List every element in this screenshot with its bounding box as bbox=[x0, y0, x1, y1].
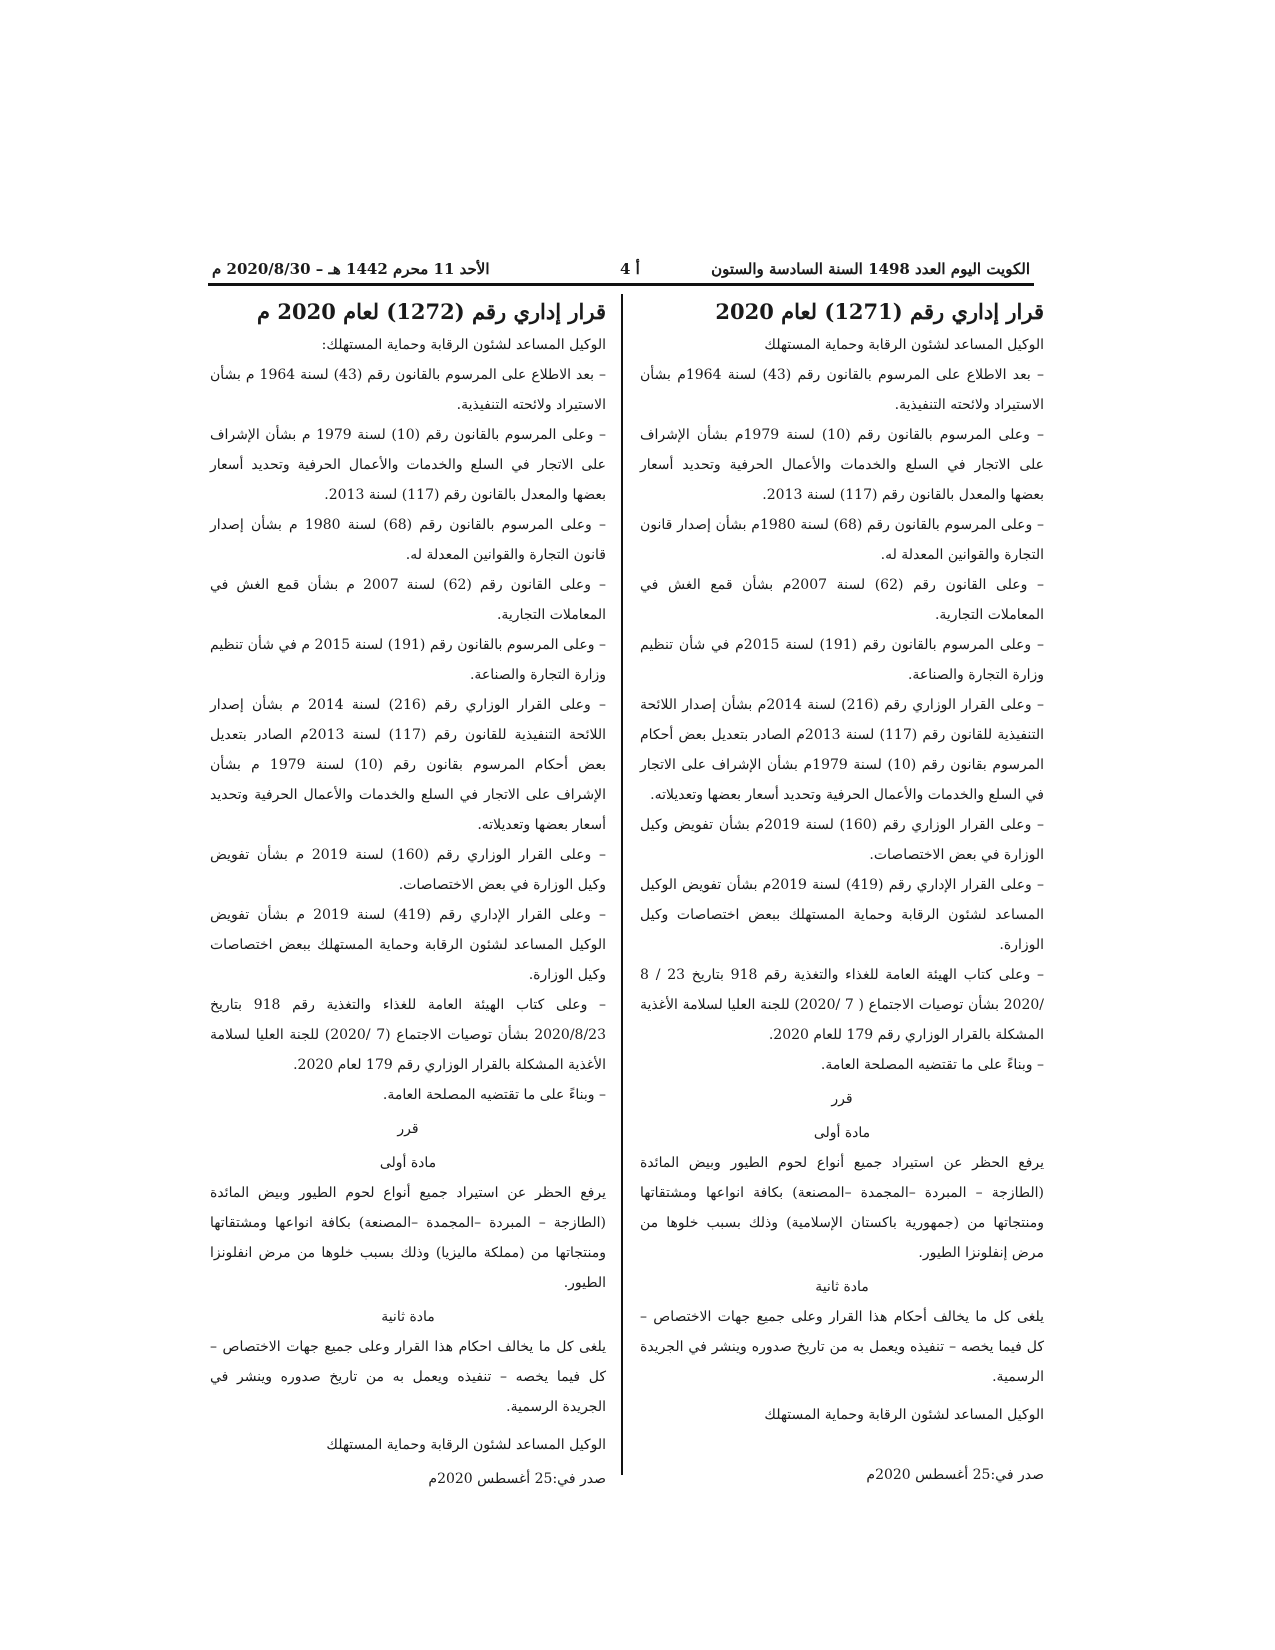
recital: – وعلى القانون رقم (62) لسنة 2007 م بشأن قمع الغش في المعاملات التجارية. bbox=[210, 577, 606, 623]
article-1-text: يرفع الحظر عن استيراد جميع أنواع لحوم الطيور وبيض المائدة (الطازجة – المبردة –المجمدة –المصنعة) بكافة انواعها ومشتقاتها ومنتجاتها من (جمهورية باكستان الإسلامية) وذلك بسبب خلوها من مرض إنفلونزا الطيور. bbox=[640, 1155, 1044, 1261]
page-header bbox=[208, 258, 1034, 284]
decided-heading: قرر bbox=[831, 1091, 853, 1107]
decision-1271 bbox=[640, 296, 1044, 1490]
recital: – وعلى القانون رقم (62) لسنة 2007م بشأن قمع الغش في المعاملات التجارية. bbox=[640, 577, 1044, 623]
issue-date: الأحد 11 محرم 1442 هـ – 2020/8/30 م bbox=[212, 260, 490, 278]
article-1-text: يرفع الحظر عن استيراد جميع أنواع لحوم الطيور وبيض المائدة (الطازجة – المبردة –المجمدة –المصنعة) بكافة انواعها ومشتقاتها ومنتجاتها من (مملكة ماليزيا) وذلك بسبب خلوها من مرض انفلونزا الطيور. bbox=[210, 1185, 606, 1291]
decision-title: قرار إداري رقم (1271) لعام 2020 bbox=[715, 299, 1044, 324]
article-1-title: مادة أولى bbox=[379, 1155, 437, 1171]
decision-issuer: الوكيل المساعد لشئون الرقابة وحماية المستهلك bbox=[764, 337, 1044, 353]
signature: الوكيل المساعد لشئون الرقابة وحماية المستهلك bbox=[764, 1407, 1044, 1423]
recital: – وعلى المرسوم بالقانون رقم (68) لسنة 1980 م بشأن إصدار قانون التجارة والقوانين المعدلة له. bbox=[210, 517, 606, 563]
recital: – وعلى المرسوم بالقانون رقم (68) لسنة 1980م بشأن إصدار قانون التجارة والقوانين المعدلة له. bbox=[640, 517, 1044, 563]
recital: – وعلى القرار الوزاري رقم (160) لسنة 2019م بشأن تفويض وكيل الوزارة في بعض الاختصاصات. bbox=[640, 817, 1044, 863]
decision-title: قرار إداري رقم (1272) لعام 2020 م bbox=[257, 299, 606, 324]
signature: الوكيل المساعد لشئون الرقابة وحماية المستهلك bbox=[326, 1437, 606, 1453]
issue-date-line: صدر في:25 أغسطس 2020م bbox=[428, 1471, 606, 1487]
recital: – وعلى المرسوم بالقانون رقم (10) لسنة 1979 م بشأن الإشراف على الاتجار في السلع والخدمات والأعمال الحرفية وتحديد أسعار بعضها والمعدل بالقانون رقم (117) لسنة 2013. bbox=[210, 427, 606, 503]
recital: – وعلى القرار الوزاري رقم (216) لسنة 2014 م بشأن إصدار اللائحة التنفيذية للقانون رقم (117) لسنة 2013م الصادر بتعديل بعض أحكام المرسوم بقانون رقم (10) لسنة 1979 م بشأن الإشراف على الاتجار في السلع والخدمات والأعمال الحرفية وتحديد أسعار بعضها وتعديلاته. bbox=[210, 697, 606, 833]
article-2-text: يلغى كل ما يخالف احكام هذا القرار وعلى جميع جهات الاختصاص – كل فيما يخصه – تنفيذه ويعمل به من تاريخ صدوره وينشر في الجريدة الرسمية. bbox=[210, 1339, 606, 1415]
page-number: أ 4 bbox=[620, 260, 640, 278]
recital: – وعلى كتاب الهيئة العامة للغذاء والتغذية رقم 918 بتاريخ 2020/8/23 بشأن توصيات الاجتماع (7 /2020) للجنة العليا لسلامة الأغذية المشكلة بالقرار الوزاري رقم 179 لعام 2020. bbox=[210, 997, 606, 1073]
recital: – وعلى المرسوم بالقانون رقم (191) لسنة 2015م في شأن تنظيم وزارة التجارة والصناعة. bbox=[640, 637, 1044, 683]
recital: – وبناءً على ما تقتضيه المصلحة العامة. bbox=[382, 1087, 606, 1103]
recital: – وعلى كتاب الهيئة العامة للغذاء والتغذية رقم 918 بتاريخ 23 / 8 /2020 بشأن توصيات الاجتماع ( 7 /2020) للجنة العليا لسلامة الأغذية المشكلة بالقرار الوزاري رقم 179 للعام 2020. bbox=[640, 967, 1044, 1043]
article-2-title: مادة ثانية bbox=[381, 1309, 435, 1325]
column-divider bbox=[621, 294, 623, 1475]
decided-heading: قرر bbox=[397, 1121, 419, 1137]
decision-issuer: الوكيل المساعد لشئون الرقابة وحماية المستهلك: bbox=[321, 337, 606, 353]
gazette-issue-info: الكويت اليوم العدد 1498 السنة السادسة والستون bbox=[711, 260, 1030, 278]
article-2-title: مادة ثانية bbox=[815, 1279, 869, 1295]
recital: – وعلى القرار الإداري رقم (419) لسنة 2019م بشأن تفويض الوكيل المساعد لشئون الرقابة وحماية المستهلك ببعض اختصاصات وكيل الوزارة. bbox=[640, 877, 1044, 953]
article-2-text: يلغى كل ما يخالف أحكام هذا القرار وعلى جميع جهات الاختصاص – كل فيما يخصه – تنفيذه ويعمل به من تاريخ صدوره وينشر في الجريدة الرسمية. bbox=[640, 1309, 1044, 1385]
header-rule bbox=[208, 283, 1034, 286]
recital: – وعلى القرار الوزاري رقم (160) لسنة 2019 م بشأن تفويض وكيل الوزارة في بعض الاختصاصات. bbox=[210, 847, 606, 893]
recital: – وعلى القرار الوزاري رقم (216) لسنة 2014م بشأن إصدار اللائحة التنفيذية للقانون رقم (117) لسنة 2013م الصادر بتعديل بعض أحكام المرسوم بقانون رقم (10) لسنة 1979م بشأن الإشراف على الاتجار في السلع والخدمات والأعمال الحرفية وتحديد أسعار بعضها وتعديلاته. bbox=[640, 697, 1045, 803]
recital: – وعلى المرسوم بالقانون رقم (10) لسنة 1979م بشأن الإشراف على الاتجار في السلع والخدمات والأعمال الحرفية وتحديد أسعار بعضها والمعدل بالقانون رقم (117) لسنة 2013. bbox=[640, 427, 1044, 503]
recital: – بعد الاطلاع على المرسوم بالقانون رقم (43) لسنة 1964م بشأن الاستيراد ولائحته التنفيذية. bbox=[640, 367, 1044, 413]
article-1-title: مادة أولى bbox=[813, 1125, 871, 1141]
recital: – وعلى المرسوم بالقانون رقم (191) لسنة 2015 م في شأن تنظيم وزارة التجارة والصناعة. bbox=[210, 637, 606, 683]
issue-date-line: صدر في:25 أغسطس 2020م bbox=[866, 1467, 1044, 1483]
recital: – وعلى القرار الإداري رقم (419) لسنة 2019 م بشأن تفويض الوكيل المساعد لشئون الرقابة وحماية المستهلك ببعض اختصاصات وكيل الوزارة. bbox=[210, 907, 606, 983]
decision-1272 bbox=[210, 296, 606, 1494]
recital: – بعد الاطلاع على المرسوم بالقانون رقم (43) لسنة 1964 م بشأن الاستيراد ولائحته التنفيذية. bbox=[210, 367, 606, 413]
recital: – وبناءً على ما تقتضيه المصلحة العامة. bbox=[820, 1057, 1044, 1073]
